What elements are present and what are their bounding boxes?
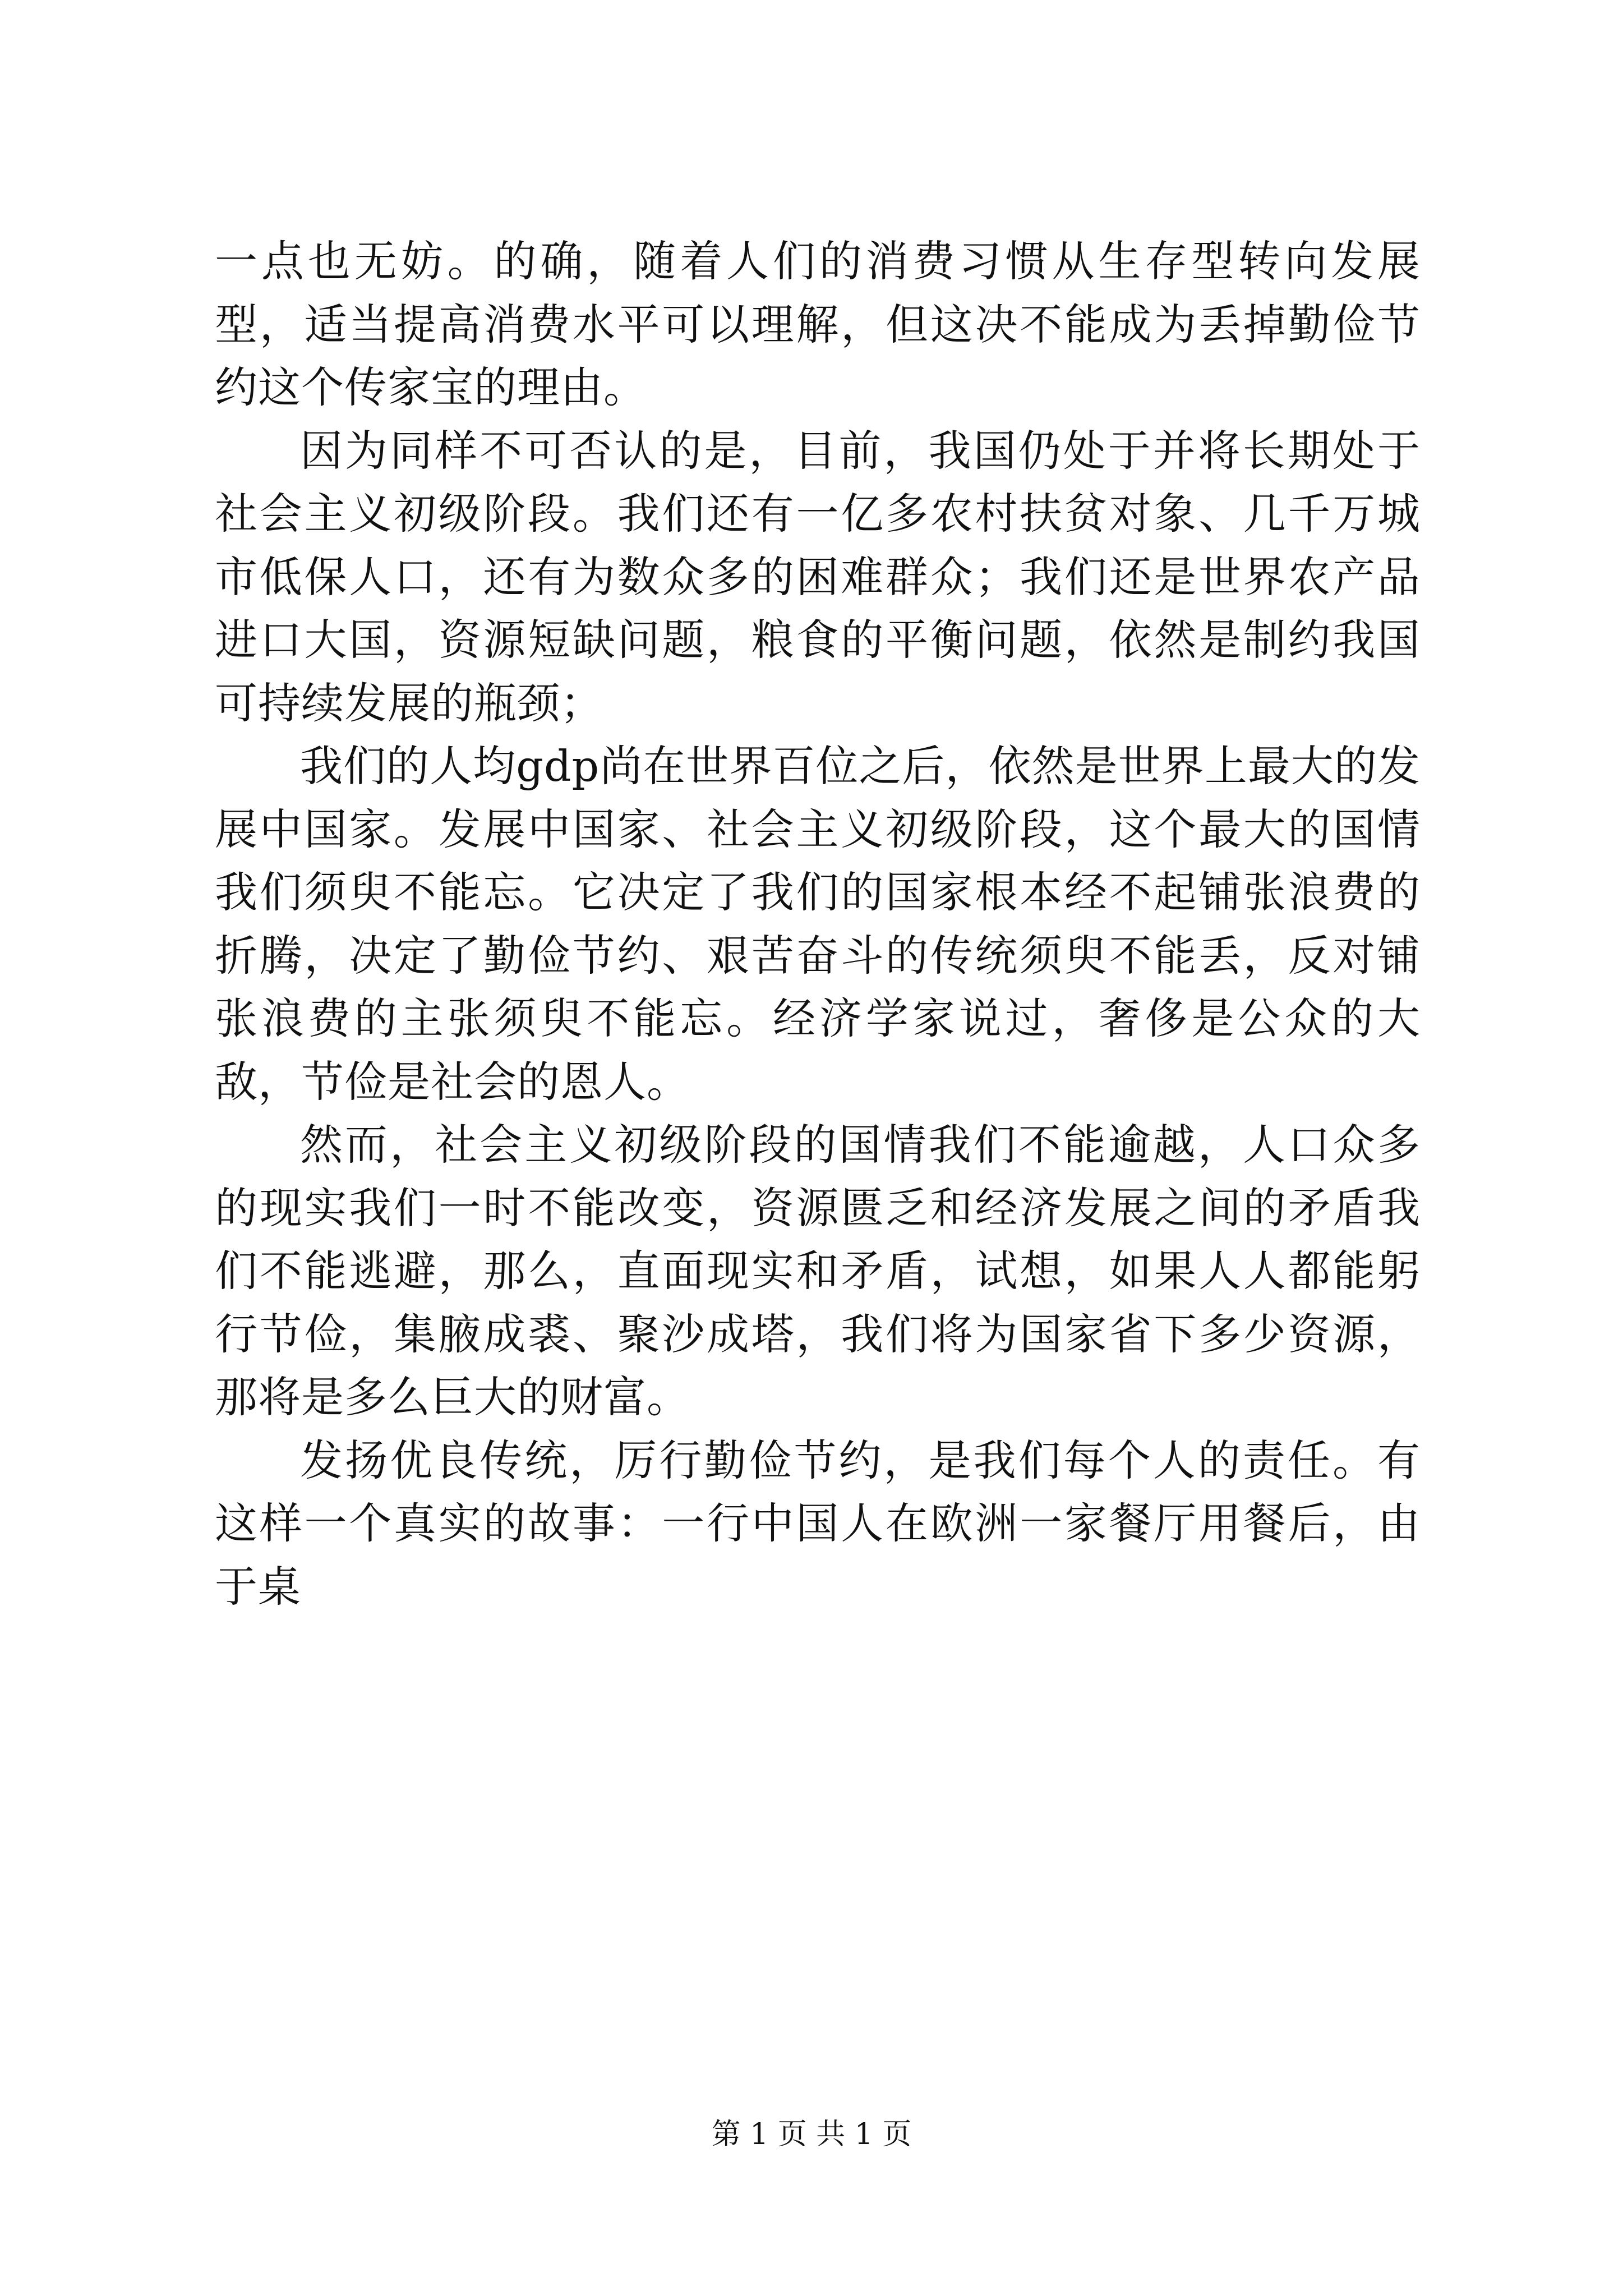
paragraph-5: 发扬优良传统，厉行勤俭节约，是我们每个人的责任。有这样一个真实的故事：一行中国人在欧洲一家餐厅用餐后，由于桌 (215, 1435, 1421, 1612)
paragraph-4: 然而，社会主义初级阶段的国情我们不能逾越，人口众多的现实我们一时不能改变，资源匮乏和经济发展之间的矛盾我们不能逃避，那么，直面现实和矛盾，试想，如果人人都能躬行节俭，集腋成裘、聚沙成塔，我们将为国家省下多少资源，那将是多么巨大的财富。 (215, 1120, 1421, 1422)
page-footer: 第 1 页 共 1 页 (711, 2118, 912, 2151)
document-body (215, 230, 1421, 1618)
paragraph-2: 因为同样不可否认的是，目前，我国仍处于并将长期处于社会主义初级阶段。我们还有一亿多农村扶贫对象、几千万城市低保人口，还有为数众多的困难群众；我们还是世界农产品进口大国，资源短缺问题，粮食的平衡问题，依然是制约我国可持续发展的瓶颈； (215, 425, 1421, 728)
paragraph-3: 我们的人均gdp尚在世界百位之后，依然是世界上最大的发展中国家。发展中国家、社会主义初级阶段，这个最大的国情我们须臾不能忘。它决定了我们的国家根本经不起铺张浪费的折腾，决定了勤俭节约、艰苦奋斗的传统须臾不能丢，反对铺张浪费的主张须臾不能忘。经济学家说过，奢侈是公众的大敌，节俭是社会的恩人。 (215, 741, 1421, 1107)
paragraph-1: 一点也无妨。的确，随着人们的消费习惯从生存型转向发展型，适当提高消费水平可以理解，但这决不能成为丢掉勤俭节约这个传家宝的理由。 (215, 236, 1421, 412)
